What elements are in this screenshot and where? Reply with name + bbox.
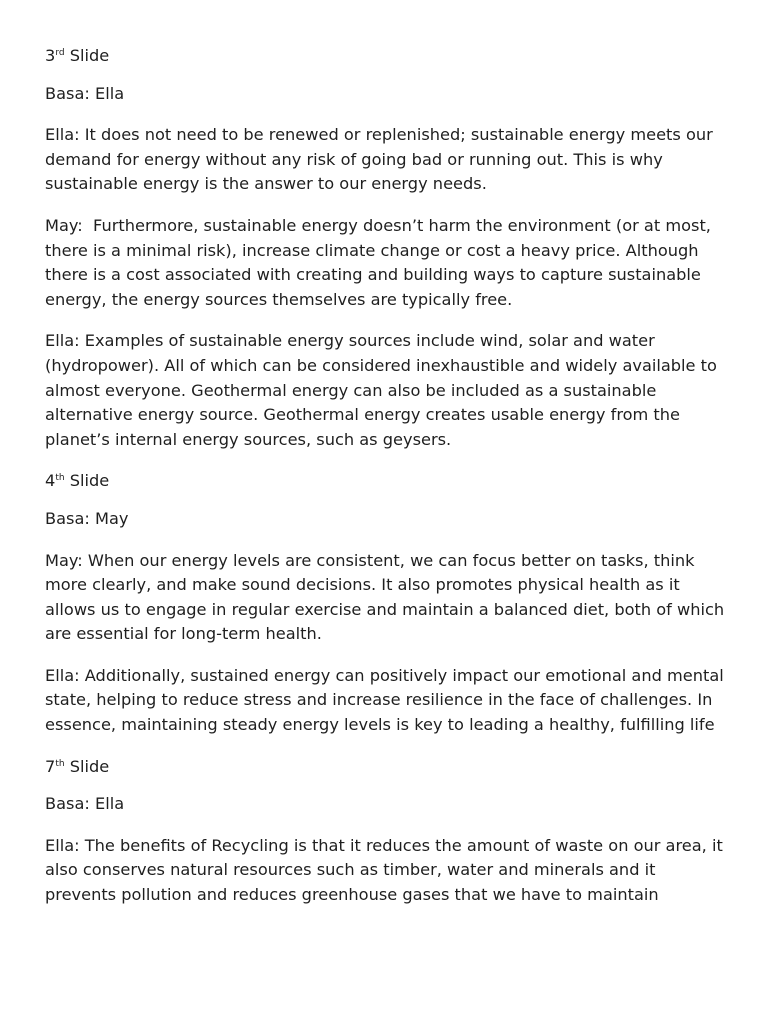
dialogue-paragraph	[45, 214, 728, 312]
speaker-name: May:	[45, 215, 83, 235]
speaker-name: May:	[45, 550, 83, 570]
speaker-name: Ella:	[45, 125, 80, 145]
dialogue-text: Furthermore, sustainable energy doesn’t harm the environment (or at most, there is a minimal risk), increase climate change or cost a heavy price. Although there is a cost associated with creating and building ways to capture sustainable energy, the energy sources themselves are typically free.	[45, 215, 717, 309]
slide-number: 4	[45, 471, 56, 491]
dialogue-text: Additionally, sustained energy can positively impact our emotional and mental state, helping to reduce stress and increase resilience in the face of challenges. In essence, maintaining steady energy levels is key to leading a healthy, fulfilling life	[45, 665, 724, 735]
ordinal-suffix: rd	[55, 48, 65, 58]
slide-word: Slide	[69, 471, 110, 491]
dialogue-paragraph	[45, 834, 728, 908]
slide-heading	[45, 469, 728, 494]
dialogue-text: When our energy levels are consistent, we can focus better on tasks, think more clearly, and make sound decisions. It also promotes physical health as it allows us to engage in regular exercise and maintain a balanced diet, both of which are essential for long-term health.	[45, 550, 725, 644]
dialogue-paragraph	[45, 123, 728, 197]
dialogue-paragraph	[45, 664, 728, 738]
dialogue-text: Examples of sustainable energy sources include wind, solar and water (hydropower). All of which can be considered inexhaustible and widely available to almost everyone. Geothermal energy can also be included as a sustainable alternative energy source. Geothermal energy creates usable energy from the planet’s internal energy sources, such as geysers.	[45, 331, 717, 449]
slide-number: 3	[45, 46, 56, 65]
dialogue-text: The benefits of Recycling is that it reduces the amount of waste on our area, it also conserves natural resources such as timber, water and minerals and it prevents pollution and reduces greenhouse gases that we have to maintain	[45, 835, 723, 905]
ordinal-suffix: th	[55, 758, 65, 769]
slide-number: 7	[45, 756, 56, 776]
speaker-name: Ella:	[45, 665, 80, 685]
speaker-name: Ella:	[45, 835, 80, 855]
basa-line: Basa: Ella	[45, 83, 125, 103]
slide-section-4	[45, 469, 728, 737]
speaker-name: Ella:	[45, 331, 80, 351]
dialogue-paragraph	[45, 549, 728, 647]
dialogue-paragraph	[45, 329, 728, 452]
slide-heading	[45, 44, 728, 69]
slide-heading	[45, 755, 728, 780]
slide-word: Slide	[69, 46, 110, 65]
basa-line: Basa: May	[45, 508, 129, 528]
slide-section-3	[45, 44, 728, 452]
slide-section-7	[45, 755, 728, 908]
slide-word: Slide	[69, 756, 110, 776]
ordinal-suffix: th	[55, 473, 65, 484]
basa-line: Basa: Ella	[45, 794, 125, 814]
dialogue-text: It does not need to be renewed or replenished; sustainable energy meets our demand for energy without any risk of going bad or running out. This is why sustainable energy is the answer to our energy needs.	[45, 125, 713, 194]
